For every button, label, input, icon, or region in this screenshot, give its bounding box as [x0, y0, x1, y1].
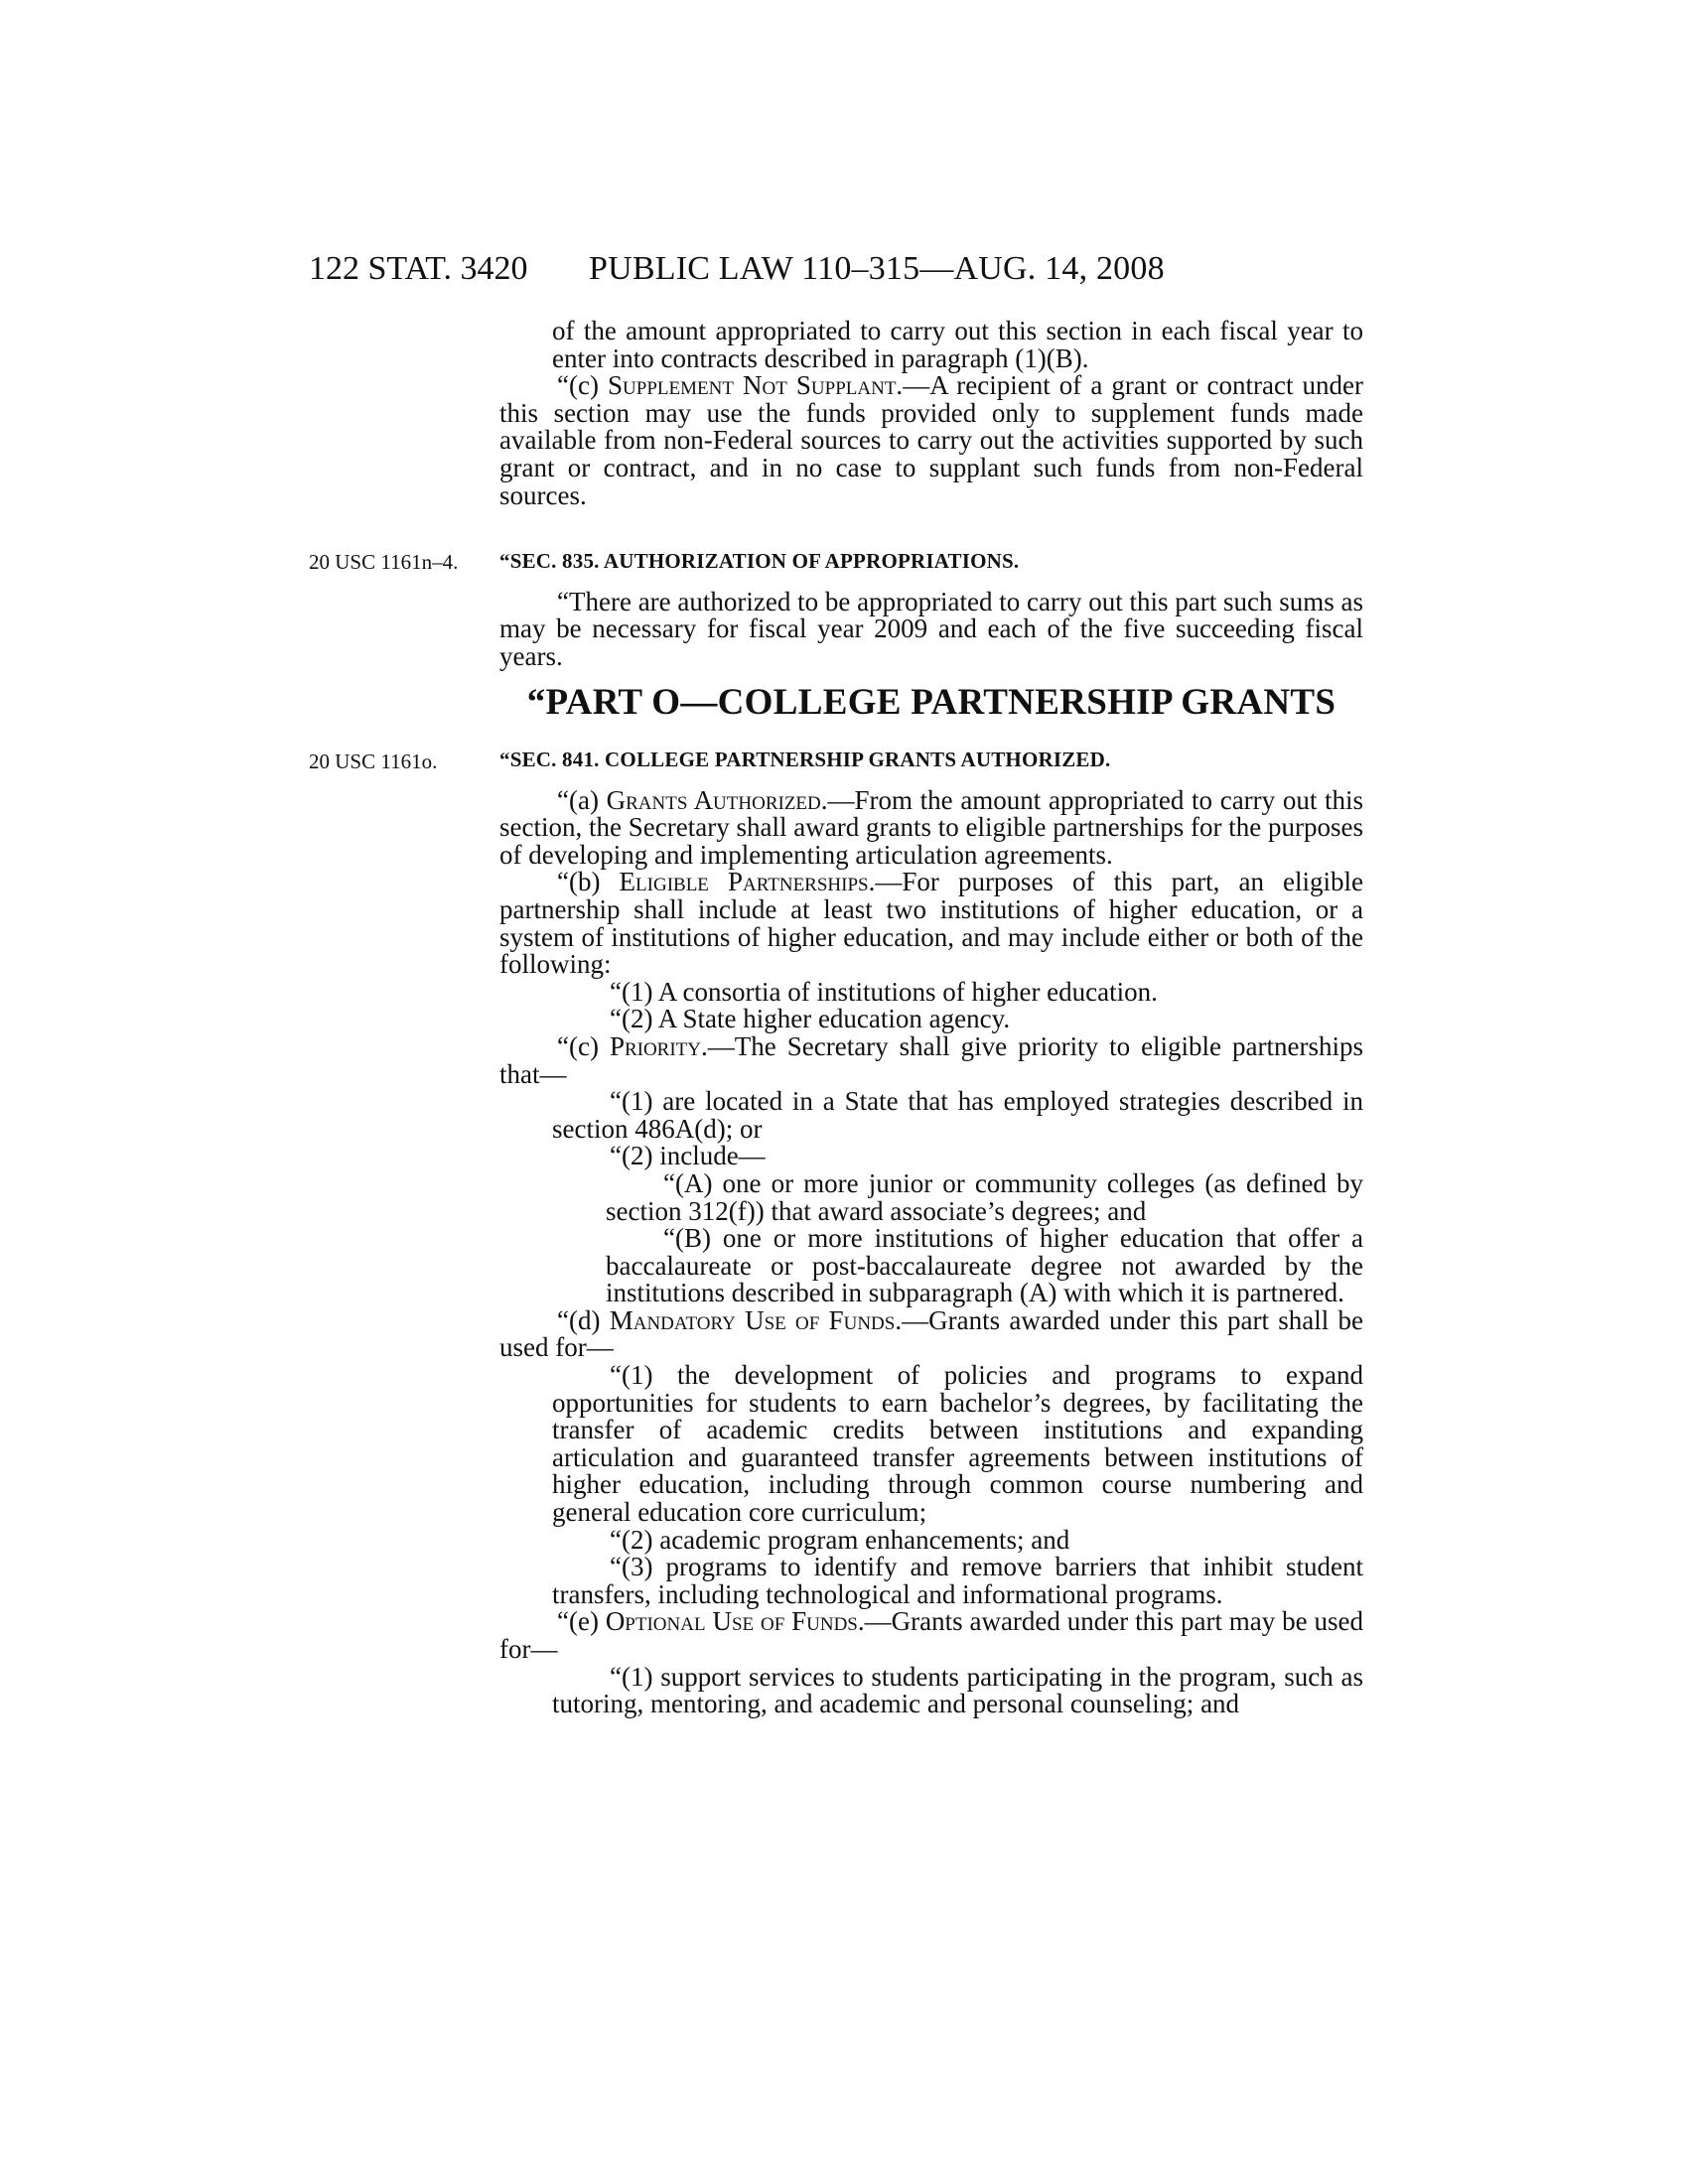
header-law: PUBLIC LAW 110–315—AUG. 14, 2008: [589, 250, 1165, 287]
subsection-prefix: “(d): [557, 1304, 610, 1335]
subsection-heading: Grants Authorized.: [606, 784, 828, 815]
subsection-e: [499, 1608, 1363, 1663]
paragraph-b1: “(1) A consortia of institutions of higher education.: [610, 976, 1158, 1007]
paragraph-c1: “(1) are located in a State that has employed strategies described in section 486A(d); or: [552, 1086, 1363, 1144]
section-835-text: “There are authorized to be appropriated to carry out this part such sums as may be necessary for fiscal year 2009 and each of the five succeeding fiscal years.: [499, 586, 1363, 671]
subsection-prefix: “(a): [557, 784, 607, 815]
header-stat: 122 STAT. 3420: [309, 250, 528, 287]
paragraph-d3: “(3) programs to identify and remove barriers that inhibit student transfers, including technological and informational programs.: [552, 1552, 1363, 1609]
section-835-title: “SEC. 835. AUTHORIZATION OF APPROPRIATIONS.: [499, 549, 1020, 573]
margin-citation-1161o: 20 USC 1161o.: [309, 750, 438, 773]
paragraph-b2: “(2) A State higher education agency.: [610, 1004, 1011, 1034]
subsection-text: —From the amount appropriated to carry out this section, the Secretary shall award grants to eligible partnerships for the purposes of developing and implementing articulation agreements.: [499, 784, 1363, 870]
subsection-text: —A recipient of a grant or contract under this section may use the funds provided only to supplement funds made available from non-Federal sources to carry out the activities supported by such grant or contract, and in no case to supplant such funds from non-Federal sources.: [499, 370, 1363, 510]
paragraph-d1: “(1) the development of policies and programs to expand opportunities for students to earn bachelor’s degrees, by facilitating the transfer of academic credits between institutions and expanding articulation and guaranteed transfer agreements between institutions of higher education, including through common course numbering and general education core curriculum;: [552, 1360, 1363, 1528]
subsection-prefix: “(e): [557, 1606, 606, 1637]
part-o-title: “PART O—COLLEGE PARTNERSHIP GRANTS: [526, 682, 1336, 723]
paragraph-c2: “(2) include—: [610, 1141, 766, 1171]
paragraph-d2: “(2) academic program enhancements; and: [610, 1524, 1070, 1555]
subsection-text: —The Secretary shall give priority to eligible partnerships that—: [499, 1030, 1363, 1089]
block-continuation: [499, 318, 1363, 509]
subsection-heading: Supplement Not Supplant.: [608, 370, 904, 401]
subsection-a: [499, 784, 1363, 870]
section-835: [499, 548, 1363, 670]
section-841-title: “SEC. 841. COLLEGE PARTNERSHIP GRANTS AUTHORIZED.: [499, 748, 1111, 771]
margin-citation-1161n-4: 20 USC 1161n–4.: [309, 550, 459, 574]
paragraph-e1: “(1) support services to students participating in the program, such as tutoring, mentoring, and academic and personal counseling; and: [552, 1661, 1363, 1719]
subsection-d: [499, 1304, 1364, 1363]
continuation-paragraph: of the amount appropriated to carry out this section in each fiscal year to enter into contracts described in paragraph (1)(B).: [552, 316, 1363, 373]
subsection-prefix: “(b): [557, 867, 620, 897]
subsection-c: [499, 1030, 1363, 1089]
subsection-prefix: “(c): [557, 1030, 610, 1061]
subsection-heading: Optional Use of Funds.: [605, 1606, 865, 1637]
subsection-c-supplement: [499, 372, 1363, 509]
subparagraph-c2b: “(B) one or more institutions of higher education that offer a baccalaureate or post-baccalaureate degree not awarded by the institutions described in subparagraph (A) with which it is partnered.: [606, 1223, 1363, 1308]
subsection-text: —Grants awarded under this part may be used for—: [499, 1606, 1363, 1664]
subparagraph-c2a: “(A) one or more junior or community colleges (as defined by section 312(f)) that award associate’s degrees; and: [606, 1167, 1363, 1226]
section-841: [499, 747, 1363, 1718]
subsection-b: [499, 869, 1363, 978]
subsection-text: —Grants awarded under this part shall be used for—: [499, 1304, 1364, 1363]
subsection-text: —For purposes of this part, an eligible partnership shall include at least two institutions of higher education, or a system of institutions of higher education, and may include either or both of the following:: [499, 867, 1363, 980]
subsection-prefix: “(c): [557, 370, 609, 401]
subsection-heading: Eligible Partnerships.: [619, 867, 876, 897]
subsection-heading: Mandatory Use of Funds.: [609, 1304, 903, 1335]
subsection-heading: Priority.: [609, 1030, 708, 1061]
